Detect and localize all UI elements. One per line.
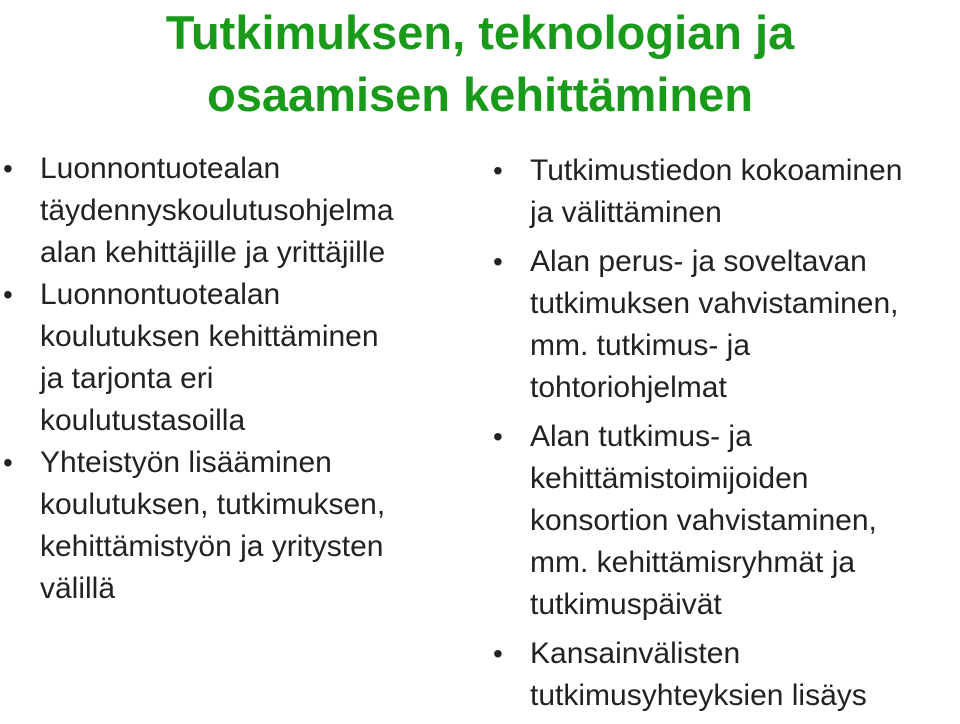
list-item-line: tohtoriohjelmat (530, 371, 727, 404)
list-item (493, 633, 960, 717)
list-item-line: koulutustasoilla (40, 404, 246, 437)
bullet-icon: • (3, 447, 13, 478)
bullet-icon: • (493, 638, 503, 669)
bullet-icon: • (493, 421, 503, 452)
list-item (3, 274, 460, 442)
list-item (493, 416, 960, 626)
right-bullet-list (493, 150, 960, 724)
list-item-line: täydennyskoulutusohjelma (40, 194, 394, 227)
list-item-line: välillä (40, 572, 116, 605)
slide-title (0, 2, 960, 126)
left-bullet-list (3, 148, 460, 610)
list-item-line: konsortion vahvistaminen, (530, 504, 877, 537)
list-item (3, 442, 460, 610)
bullet-icon: • (493, 155, 503, 186)
list-item (493, 241, 960, 409)
list-item (493, 150, 960, 234)
list-item-line: tutkimuspäivät (530, 588, 722, 621)
list-item-line: Luonnontuotealan (40, 152, 281, 185)
list-item-line: mm. tutkimus- ja (530, 329, 751, 362)
list-item-line: Yhteistyön lisääminen (40, 446, 332, 479)
list-item-line: koulutuksen, tutkimuksen, (40, 488, 386, 521)
list-item-line: kehittämistyön ja yritysten (40, 530, 384, 563)
list-item-line: Alan perus- ja soveltavan (530, 245, 867, 278)
bullet-icon: • (493, 246, 503, 277)
list-item-line: kehittämistoimijoiden (530, 462, 809, 495)
bullet-icon: • (3, 279, 13, 310)
list-item-line: tutkimusyhteyksien lisäys (530, 679, 867, 712)
bullet-icon: • (3, 153, 13, 184)
list-item (3, 148, 460, 274)
list-item-line: Kansainvälisten (530, 637, 741, 670)
list-item-line: Tutkimustiedon kokoaminen (530, 154, 903, 187)
list-item-line: tutkimuksen vahvistaminen, (530, 287, 899, 320)
slide-title-line: osaamisen kehittäminen (207, 68, 753, 121)
slide-title-line: Tutkimuksen, teknologian ja (165, 6, 795, 59)
list-item-line: ja välittäminen (530, 196, 722, 229)
list-item-line: koulutuksen kehittäminen (40, 320, 379, 353)
list-item-line: alan kehittäjille ja yrittäjille (40, 236, 386, 269)
list-item-line: ja tarjonta eri (40, 362, 214, 395)
list-item-line: mm. kehittämisryhmät ja (530, 546, 856, 579)
list-item-line: Alan tutkimus- ja (530, 420, 752, 453)
list-item-line: Luonnontuotealan (40, 278, 281, 311)
